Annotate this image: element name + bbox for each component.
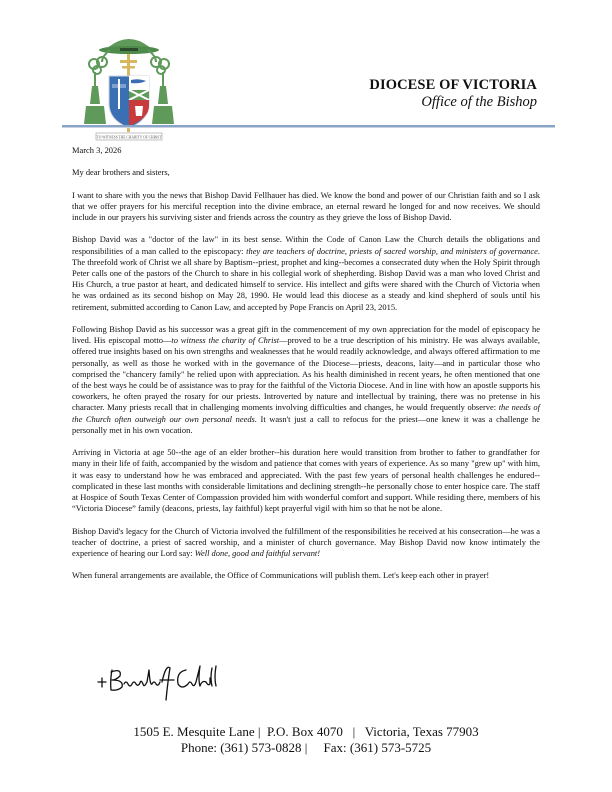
paragraph-5-text: Bishop David's legacy for the Church of Victoria involved the fulfillment of the responsibilities he received at his consecration—he was a teacher of doctrine, a priest of sacred worship, and a minister of church governance. May Bishop David now know intimately the experience of hearing our Lord say: <box>72 525 540 559</box>
paragraph-5-quote: Well done, good and faithful servant! <box>194 548 321 559</box>
paragraph-3-text-mid: —proved to be a true description of his ministry. He was always available, offered true insights based on his own strengths and weaknesses that he would readily acknowledge, and always offered affirmation to me personally, as well as those he worked with in the governance of the Diocese—priests, deacons, laity—and in particular those who comprised the "chancery family" he relied upon with appreciation. As his health diminished in recent years, he often mentioned that one of the best ways he could be of assistance was to pray for the faithful of the Victoria Diocese. And in line with how an apostle supports his coworkers, he often prayed the rosary for our priests. Introverted by nature and intellectual by training, there was no pretense in his character. Many priests recall that in challenging moments involving difficulties and changes, he would frequently observe: <box>72 335 540 413</box>
contact-line: Phone: (361) 573-0828 | Fax: (361) 573-5725 <box>180 739 432 755</box>
paragraph-1: I want to share with you the news that Bishop David Fellhauer has died. We know the bond and power of our Christian faith and so I ask that we offer prayers for his merciful reception into the divine embrace, an eternal reward he longed for and now receives. We should include in our prayers his surviving sister and friends across the country as they grieve the loss of Bishop David. <box>72 189 540 222</box>
office-name: Office of the Bishop <box>421 94 537 110</box>
paragraph-3-text-end: It wasn't just a call to refocus for the priest—one knew it was a challenge he personally met in his own vocation. <box>72 413 540 435</box>
header-divider <box>62 125 555 128</box>
svg-text:TO WITNESS THE CHARITY OF CHRI: TO WITNESS THE CHARITY OF CHRIST <box>96 135 162 140</box>
paragraph-6: When funeral arrangements are available, the Office of Communications will publish them. Let's keep each other in prayer! <box>72 570 490 581</box>
paragraph-3-quote: the needs of the Church often outweigh our own personal needs. <box>72 402 540 424</box>
paragraph-5 <box>72 526 540 560</box>
paragraph-4: Arriving in Victoria at age 50--the age of an elder brother--his duration here would transition from brother to father to grandfather for many in their life of faith, accompanied by the wisdom and patience that comes with years of experience. As so many "grew up" with him, it was easy to understand how he was embraced and appreciated. With the past few years of personal health challenges he endured--complicated in these last months with considerable limitations and declining strength--he personally chose to enter hospice care. The staff at Hospice of South Texas Center of Compassion provided him with wonderful comfort and support. While residing there, members of his “Victoria Diocese” family (deacons, priests, lay faithful) kept prayerful vigil with him so that he not be alone. <box>72 447 540 514</box>
salutation: My dear brothers and sisters, <box>72 167 170 178</box>
paragraph-2-text: Bishop David was a "doctor of the law" in its best sense. Within the Code of Canon Law the Church details the obligations and responsibilities of a man called to the episcopacy: <box>72 234 540 256</box>
paragraph-2-text-end: . The threefold work of Christ we all share by Baptism--priest, prophet and king--becomes a consecrated duty when the Holy Spirit through Peter calls one of the pastors of the Church to share in his collegial work of shepherding. Bishop David was a man who loved Christ and His Church, a true pastor at heart, and dedicated himself to service. His intellect and gifts were shared with the Church of Victoria when he was ordained as its second bishop on May 28, 1990. He would lead this diocese as a steady and kind shepherd of souls until his retirement, submitted according to Canon Law, and accepted by Pope Francis on April 23, 2015. <box>72 245 540 312</box>
coat-of-arms-logo <box>82 34 176 146</box>
letter-body <box>72 145 540 593</box>
letterhead <box>369 77 537 111</box>
address-line: 1505 E. Mesquite Lane | P.O. Box 4070 | Victoria, Texas 77903 <box>133 724 479 739</box>
paragraph-2-italic: they are teachers of doctrine, priests of sacred worship, and ministers of governance <box>246 245 538 256</box>
paragraph-2 <box>72 234 540 312</box>
organization-name: DIOCESE OF VICTORIA <box>369 77 537 93</box>
signature <box>96 660 236 702</box>
paragraph-3-text: Following Bishop David as his successor was a great gift in the commencement of my own appreciation for the model of episcopacy he lived. His episcopal motto— <box>72 324 540 346</box>
episcopal-motto: to witness the charity of Christ <box>171 335 280 346</box>
letter-date: March 3, 2026 <box>72 145 122 155</box>
paragraph-3 <box>72 324 540 436</box>
letterhead-footer <box>0 724 612 755</box>
